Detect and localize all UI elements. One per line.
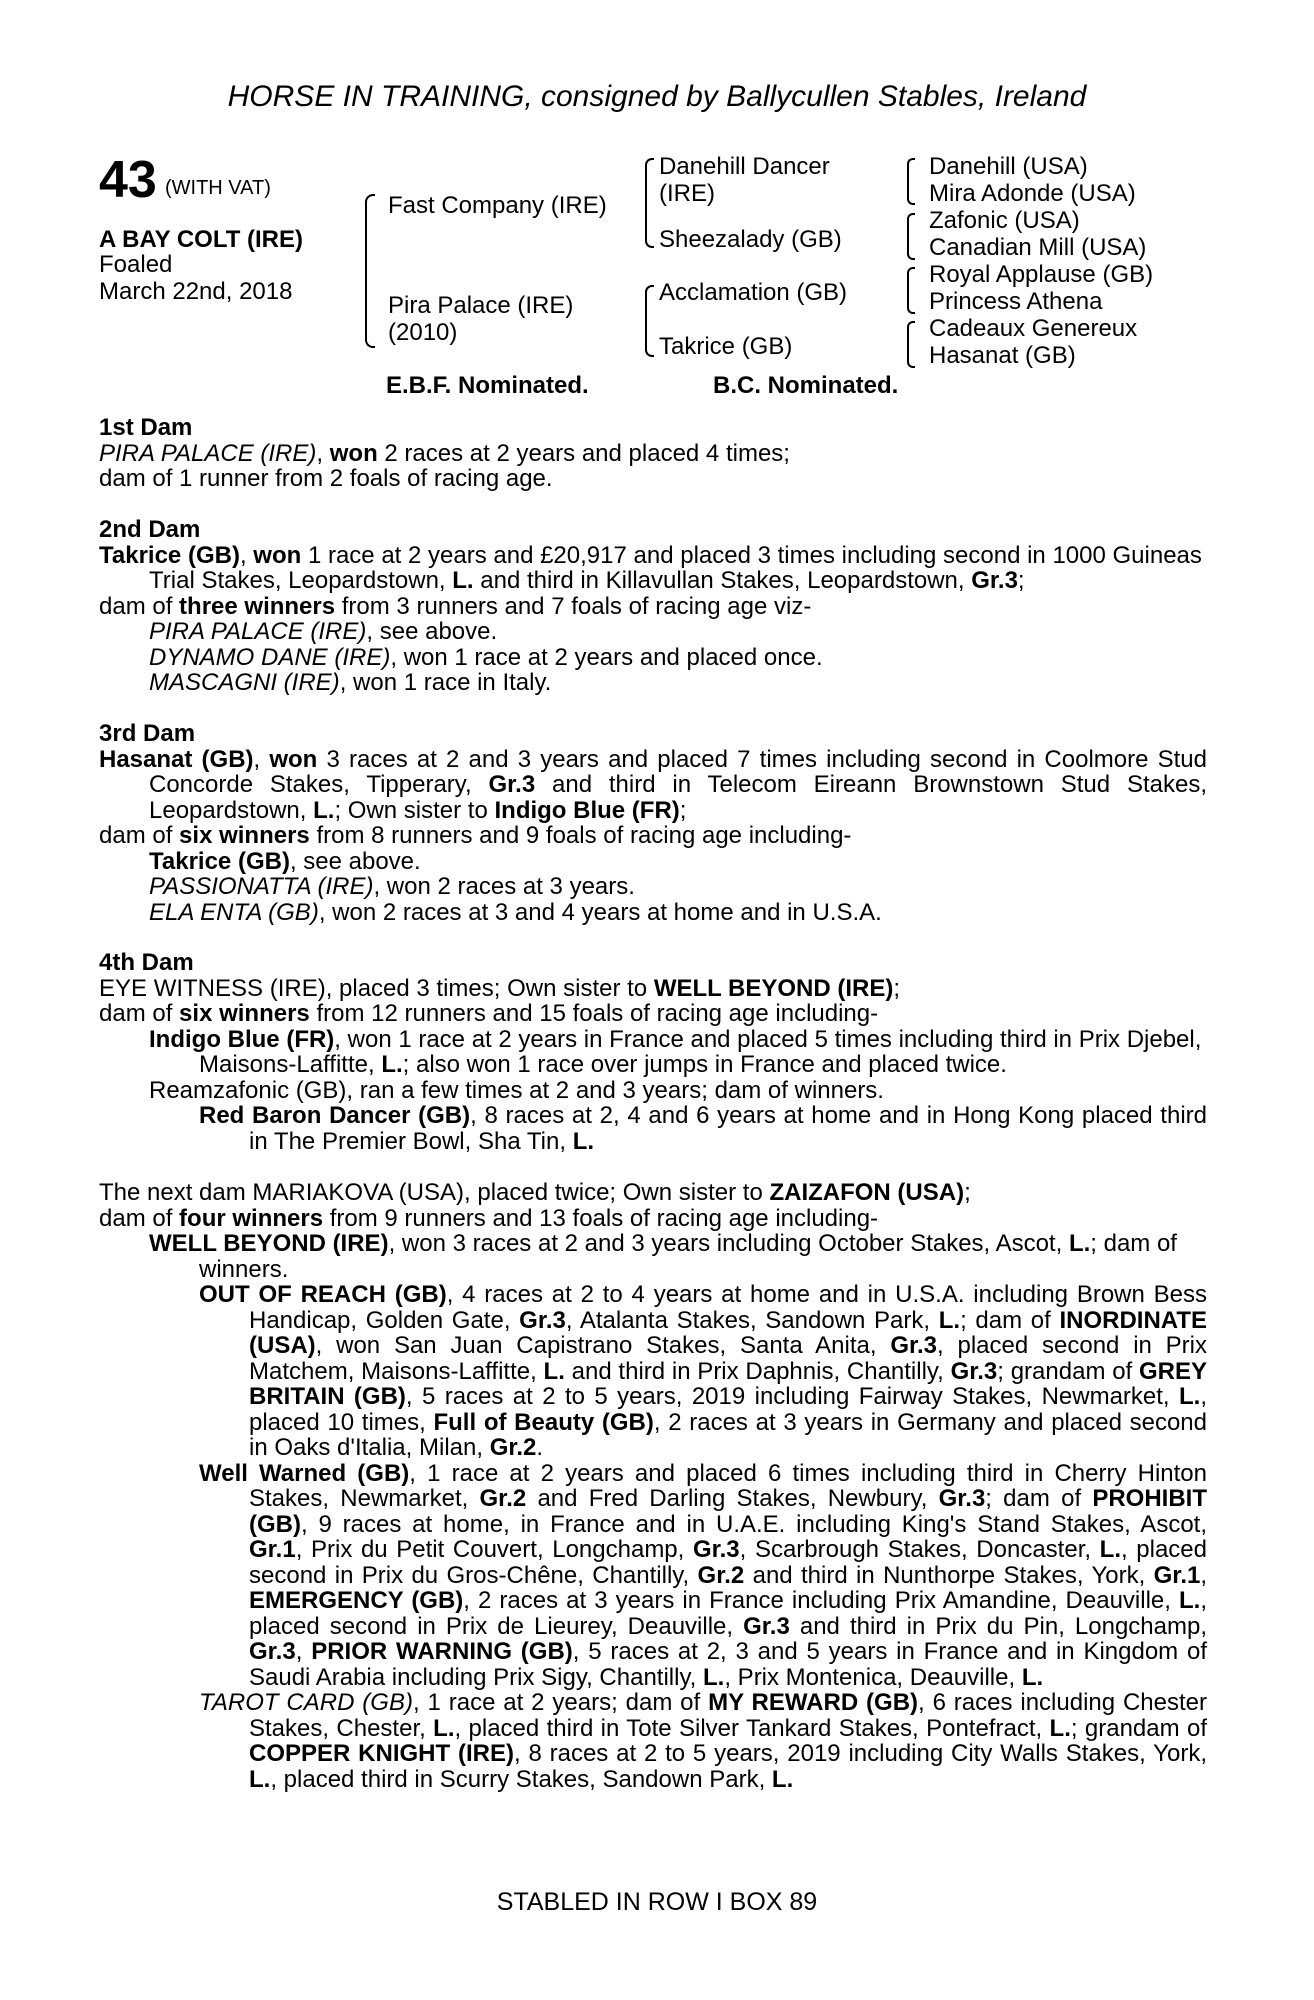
ww-gr2b: Gr.2 [697,1561,745,1589]
dam4-t1: EYE WITNESS (IRE), placed 3 times; Own sister to [99,974,654,1002]
tc-t4: ; grandam of [1070,1714,1207,1742]
nextdam-t2: ; [964,1179,971,1206]
section-dam4 [99,950,1207,1154]
ww-l1: L. [1099,1536,1121,1563]
dam2-p2-text: , won 1 race at 2 years and placed once. [390,643,823,671]
dam3-l1: L. [313,796,335,824]
ww-t13: , [295,1638,312,1665]
nextdam-t1: The next dam MARIAKOVA (USA), placed twice; Own sister to [99,1179,770,1206]
dam1-name: PIRA PALACE (IRE) [99,439,317,467]
ww-t10: , 2 races at 3 years in France including Prix Amandine, Deauville, [463,1587,1179,1614]
tc-t1: , 1 race at 2 years; dam of [412,1689,709,1716]
dam3-p1-text: , see above. [289,847,421,875]
lot-number: 43 [99,151,157,209]
pedigree-sire-sire-line2: (IRE) [659,180,715,207]
dam4-p1-l: L. [381,1051,403,1078]
pedigree-bracket-g34 [907,213,915,260]
nextdam-sister: ZAIZAFON (USA) [769,1179,965,1206]
dam3-winners: six winners [179,822,310,849]
pedigree-dam-sire: Acclamation (GB) [659,279,848,306]
nextdam-record [99,1180,1207,1206]
ww-t9: , [1200,1561,1208,1589]
dam3-t5: from 8 runners and 9 foals of racing age including- [309,822,852,849]
oor-grey-britain: GREY BRITAIN (GB) [249,1357,1207,1410]
dam2-damof: dam of [99,592,180,620]
pedigree-g8: Hasanat (GB) [929,342,1076,369]
nextdam-tarot-card [99,1690,1207,1792]
ww-prohibit: PROHIBIT (GB) [249,1485,1208,1538]
pedigree-bracket-g78 [907,321,915,368]
ww-gr1b: Gr.1 [1153,1561,1201,1589]
oor-l3: L. [1179,1383,1201,1410]
pedigree-bracket-main [365,194,375,348]
dam4-damof: dam of [99,1000,180,1027]
dam2-t4: from 3 runners and 7 foals of racing age viz- [335,592,812,620]
ww-gr3a: Gr.3 [938,1485,986,1512]
dam3-p2-text: , won 2 races at 3 years. [373,873,635,900]
dam3-sister: Indigo Blue (FR) [494,796,680,824]
tc-l3: L. [249,1765,271,1793]
dam2-heading: 2nd Dam [99,516,201,543]
dam2-record: Takrice (GB), won 1 race at 2 years and £20,917 and placed 3 times including second in 1000 Guineas Trial Stakes, Leopardstown, L. and third in Killavullan Stakes, Leopardstown, Gr.3; [99,541,1202,594]
oor-inordinate: INORDINATE (USA) [249,1306,1207,1359]
dam2-p3-name: MASCAGNI (IRE) [149,669,340,696]
ww-t12: and third in Prix du Pin, Longchamp, [789,1612,1207,1640]
pedigree-sire-dam: Sheezalady (GB) [659,226,842,253]
tc-t6: , placed third in Scurry Stakes, Sandown Park, [270,1765,772,1793]
pedigree-bracket-g56 [907,267,915,314]
ww-t6: , Scarbrough Stakes, Doncaster, [739,1536,1100,1563]
ww-emergency: EMERGENCY (GB) [249,1587,464,1614]
dam2-p1-text: , see above. [366,618,498,645]
dam3-p3-text: , won 2 races at 3 and 4 years at home and in U.S.A. [318,898,882,926]
dam2-won: won [253,541,302,569]
oor-t10: , 2 races at 3 years in Germany and placed second in Oaks d'Italia, Milan, [249,1408,1207,1461]
ww-t1: , 1 race at 2 years and placed 6 times including third in Cherry Hinton Stakes, Newmarket, [249,1459,1208,1512]
dam4-produce-intro [99,1001,1207,1027]
dam3-p1-name: Takrice (GB) [149,847,290,875]
dam2-produce-2 [99,645,1207,671]
dam4-sister: WELL BEYOND (IRE) [653,974,894,1002]
dam2-t1: 1 race at 2 years and £20,917 and placed 3 times including second in 1000 Guineas Trial Stakes, Leopardstown, [149,541,1202,594]
dam4-produce-3 [99,1103,1207,1154]
pedigree-g2: Mira Adonde (USA) [929,180,1136,207]
dam2-gr3: Gr.3 [971,567,1018,594]
oor-t5: , placed second in Prix Matchem, Maisons-Laffitte, [249,1332,1208,1385]
dam2-name: Takrice (GB) [99,541,240,569]
oor-t8: , 5 races at 2 to 5 years, 2019 including Fairway Stakes, Newmarket, [405,1383,1179,1410]
tc-l4: L. [771,1765,794,1793]
dam2-p2-name: DYNAMO DANE (IRE) [149,643,391,671]
dam3-t3: ; Own sister to [334,796,495,824]
tc-t3: , placed third in Tote Silver Tankard Stakes, Pontefract, [454,1714,1050,1742]
ww-gr3d: Gr.3 [249,1638,296,1665]
dam4-t2: ; [893,974,901,1002]
dam3-produce-1 [99,849,1207,875]
oor-t9: , placed 10 times, [249,1383,1207,1436]
dam3-t4: ; [679,796,687,824]
ww-t11: , placed second in Prix de Lieurey, Deauville, [249,1587,1207,1640]
pedigree-sire: Fast Company (IRE) [388,192,607,219]
foaled-label: Foaled [99,251,173,278]
dam1-line2: dam of 1 runner from 2 foals of racing age. [99,465,553,492]
dam2-produce-1 [99,619,1207,645]
oor-name: OUT OF REACH (GB) [199,1281,447,1308]
wb-t1: , won 3 races at 2 and 3 years including October Stakes, Ascot, [388,1230,1069,1257]
dam1-line: PIRA PALACE (IRE), won 2 races at 2 years and placed 4 times; [99,439,790,467]
pedigree-dam-line2: (2010) [388,319,458,346]
pedigree-g3: Zafonic (USA) [929,207,1080,234]
pedigree-bracket-dam [645,285,654,357]
tc-l1: L. [433,1714,455,1742]
dam3-name: Hasanat (GB) [99,745,254,773]
section-dam2 [99,517,1207,696]
tc-name: TAROT CARD (GB) [199,1689,413,1716]
pedigree-g7: Cadeaux Genereux [929,315,1138,342]
dam3-produce-2 [99,874,1207,900]
dam3-p3-name: ELA ENTA (GB) [149,898,319,926]
dam4-p3-t1: , 8 races at 2, 4 and 6 years at home and in Hong Kong placed third in The Premier Bowl, Sha Tin, [249,1102,1207,1155]
oor-t7: ; grandam of [997,1357,1139,1385]
dam3-record: Hasanat (GB), won 3 races at 2 and 3 years and placed 7 times including second in Coolmore Stud Concorde Stakes, Tipperary, Gr.3 and third in Telecom Eireann Brownstown Stud Stakes, Leopardstown, L.; Own sister to Indigo Blue (FR); [99,745,1207,824]
ww-gr2a: Gr.2 [479,1485,527,1512]
oor-gr3b: Gr.3 [890,1332,938,1359]
wb-name: WELL BEYOND (IRE) [149,1230,389,1257]
pedigree-sire-sire-line1: Danehill Dancer [659,153,830,180]
tc-copper-knight: COPPER KNIGHT (IRE) [249,1740,514,1767]
ww-t5: , Prix du Petit Couvert, Longchamp, [295,1536,693,1563]
dam2-produce-3 [99,670,1207,696]
ww-prior-warning: PRIOR WARNING (GB) [311,1638,573,1665]
nextdam-well-beyond [99,1231,1207,1282]
dam4-p1-name: Indigo Blue (FR) [149,1025,335,1053]
dam1-won: won [329,439,378,467]
dam2-t2: and third in Killavullan Stakes, Leopardstown, [473,567,972,594]
pedigree-g5: Royal Applause (GB) [929,261,1154,288]
oor-l1: L. [938,1306,961,1334]
pedigree-bracket-g12 [907,158,915,205]
ww-l3: L. [703,1663,725,1691]
tc-t5: , 8 races at 2 to 5 years, 2019 including City Walls Stakes, York, [513,1740,1207,1767]
wb-t2: ; dam of winners. [199,1230,1177,1283]
dam3-produce-intro [99,823,1207,849]
ww-t15: , Prix Montenica, Deauville, [724,1663,1022,1691]
oor-gr2: Gr.2 [489,1434,537,1461]
oor-t4: , won San Juan Capistrano Stakes, Santa Anita, [315,1332,891,1359]
dam4-heading: 4th Dam [99,949,194,976]
nextdam-winners: four winners [179,1204,324,1232]
oor-gr3c: Gr.3 [950,1357,998,1385]
dam4-t3: from 12 runners and 15 foals of racing age including- [309,1000,879,1027]
dam2-t3: ; [1017,567,1025,594]
dam3-heading: 3rd Dam [99,720,196,747]
pedigree-dam-line1: Pira Palace (IRE) [388,292,574,319]
ww-t7: , placed second in Prix du Gros-Chêne, Chantilly, [249,1536,1207,1589]
dam2-p1-name: PIRA PALACE (IRE) [149,618,367,645]
lot-vat: (WITH VAT) [165,177,271,199]
nextdam-t3: from 9 runners and 13 foals of racing age including- [323,1204,879,1232]
ww-l2: L. [1179,1587,1201,1614]
ww-t14: , 5 races at 2, 3 and 5 years in France and in Kingdom of Saudi Arabia including Prix Sigy, Chantilly, [249,1638,1207,1691]
oor-t1: , 4 races at 2 to 4 years at home and in U.S.A. including Brown Bess Handicap, Golden Gate, [249,1281,1207,1334]
dam2-l1: L. [452,567,474,594]
stabling-footer: STABLED IN ROW I BOX 89 [496,1888,818,1916]
dam2-produce-intro [99,594,1207,620]
dam1-heading: 1st Dam [99,414,193,441]
foaled-date: March 22nd, 2018 [99,278,293,305]
ww-t3: ; dam of [985,1485,1093,1512]
nextdam-out-of-reach [99,1282,1207,1461]
pedigree-g6: Princess Athena [929,288,1103,315]
ww-gr3c: Gr.3 [743,1612,790,1640]
dam3-produce-3 [99,900,1207,926]
ww-name: Well Warned (GB) [199,1459,410,1487]
dam4-winners: six winners [179,1000,310,1027]
nextdam-produce-intro [99,1206,1207,1232]
dam4-p1-t1: , won 1 race at 2 years in France and placed 5 times including third in Prix Djebel, Maisons-Laffitte, [199,1025,1202,1078]
pedigree-g1: Danehill (USA) [929,153,1088,180]
oor-full-of-beauty: Full of Beauty (GB) [433,1408,654,1436]
pedigree-bracket-sire [645,158,654,248]
dam3-p2-name: PASSIONATTA (IRE) [149,873,374,900]
ebf-nominated: E.B.F. Nominated. [386,372,589,399]
tc-l2: L. [1049,1714,1071,1742]
dam4-record [99,976,1207,1002]
ww-l4: L. [1021,1663,1044,1691]
oor-t11: . [536,1434,544,1461]
nextdam-well-warned [99,1461,1207,1691]
dam4-p1-t2: ; also won 1 race over jumps in France and placed twice. [402,1051,1007,1078]
tc-t2: , 6 races including Chester Stakes, Chester, [249,1689,1208,1742]
ww-gr1a: Gr.1 [249,1536,296,1563]
ww-gr3b: Gr.3 [692,1536,740,1563]
pedigree-dam-dam: Takrice (GB) [659,333,793,360]
dam3-won: won [269,745,318,773]
oor-gr3a: Gr.3 [519,1306,566,1334]
ww-t8: and third in Nunthorpe Stakes, York, [744,1561,1154,1589]
section-dam3 [99,721,1207,925]
page-title: HORSE IN TRAINING, consigned by Ballycullen Stables, Ireland [227,80,1087,113]
dam3-gr3: Gr.3 [488,771,536,798]
dam2-p3-text: , won 1 race in Italy. [339,669,552,696]
tc-my-reward: MY REWARD (GB) [708,1689,919,1716]
ww-t2: and Fred Darling Stakes, Newbury, [526,1485,939,1512]
bc-nominated: B.C. Nominated. [713,372,899,399]
oor-t3: ; dam of [960,1306,1060,1334]
nextdam-damof: dam of [99,1204,180,1232]
pedigree-g4: Canadian Mill (USA) [929,234,1147,261]
ww-t4: , 9 races at home, in France and in U.A.E. including King's Stand Stakes, Ascot, [300,1510,1207,1538]
dam4-p3-name: Red Baron Dancer (GB) [199,1102,471,1129]
oor-t2: , Atalanta Stakes, Sandown Park, [565,1306,939,1334]
dam4-produce-2: Reamzafonic (GB), ran a few times at 2 and 3 years; dam of winners. [149,1076,884,1104]
dam1-text1: 2 races at 2 years and placed 4 times; [377,439,790,467]
dam2-winners: three winners [179,592,336,620]
dam3-damof: dam of [99,822,180,849]
section-dam1 [99,415,1207,492]
section-next-dam [99,1180,1207,1792]
oor-t6: and third in Prix Daphnis, Chantilly, [564,1357,951,1385]
dam4-produce-1 [99,1027,1207,1078]
dam3-t1: 3 races at 2 and 3 years and placed 7 times including second in Coolmore Stud Concorde Stakes, Tipperary, [149,745,1207,798]
wb-l: L. [1068,1230,1091,1257]
dam4-p3-l: L. [572,1127,595,1155]
lot-description: A BAY COLT (IRE) [99,226,304,253]
dam3-t2: and third in Telecom Eireann Brownstown Stud Stakes, Leopardstown, [149,771,1207,824]
oor-l2: L. [543,1357,565,1385]
